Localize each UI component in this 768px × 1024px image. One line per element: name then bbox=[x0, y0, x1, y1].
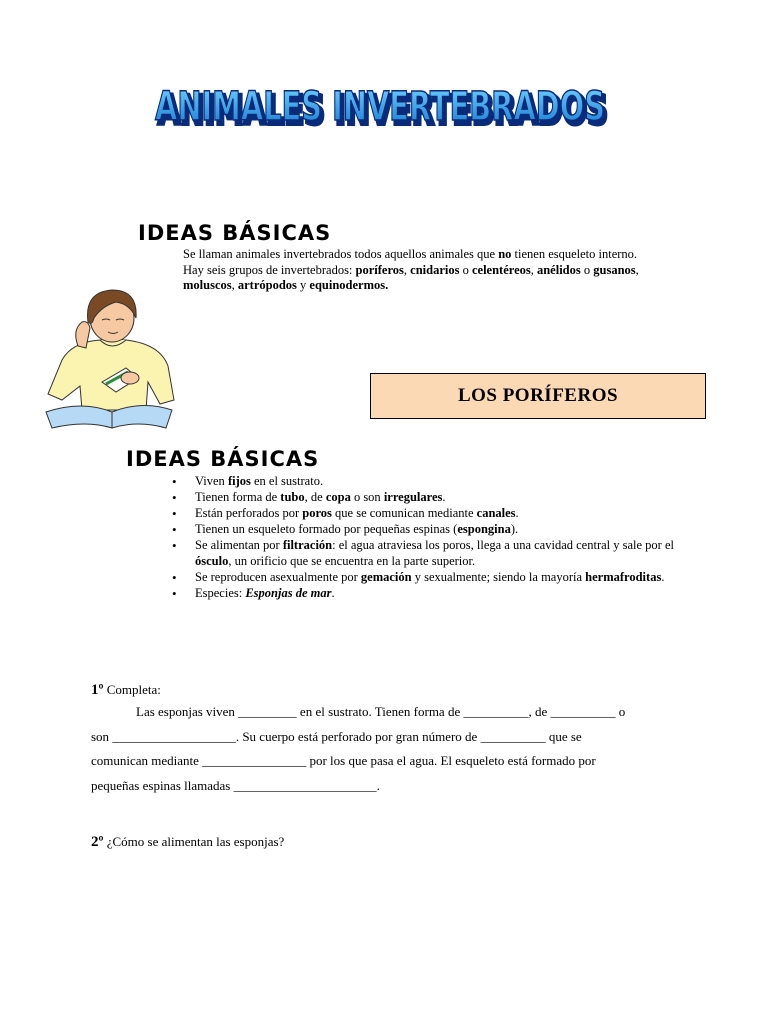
blank-5[interactable]: __________ bbox=[480, 728, 546, 744]
exercise-2-question: ¿Cómo se alimentan las esponjas? bbox=[103, 834, 285, 849]
exercise-1-label: Completa: bbox=[103, 682, 161, 697]
blank-6[interactable]: ________________ bbox=[202, 753, 307, 768]
page-title bbox=[150, 60, 610, 140]
blank-7[interactable]: ______________________ bbox=[233, 777, 377, 793]
section-heading-2: IDEAS BÁSICAS bbox=[126, 447, 320, 471]
list-item: • Viven fijos en el sustrato. bbox=[170, 474, 710, 490]
list-item: • Tienen forma de tubo, de copa o son irregulares. bbox=[170, 490, 710, 506]
exercise-1-header bbox=[91, 680, 711, 700]
list-item: • Especies: Esponjas de mar. bbox=[170, 586, 710, 602]
section-title-box bbox=[370, 373, 706, 419]
exercise-2-number: 2º bbox=[91, 834, 104, 850]
intro-line-1: Se llaman animales invertebrados todos aquellos animales que no tienen esqueleto interno. bbox=[183, 247, 638, 261]
intro-line-3: moluscos, artrópodos y equinodermos. bbox=[183, 278, 389, 292]
exercise-1 bbox=[91, 680, 711, 798]
blank-1[interactable]: _________ bbox=[238, 704, 297, 719]
intro-paragraph bbox=[183, 247, 713, 294]
list-item: • Se reproducen asexualmente por gemación y sexualmente; siendo la mayoría hermafroditas. bbox=[170, 570, 710, 586]
title-shadow: ANIMALES INVERTEBRADOS bbox=[158, 88, 608, 134]
student-reading-illustration bbox=[42, 282, 180, 430]
exercise-1-text: Las esponjas viven _________ en el sustrato. Tienen forma de __________, de __________ o son ___________________. Su cuerpo está perforado por gran número de __________ que se comunican mediante ________________ por los que pasa el agua. El esqueleto está formado por pequeñas espinas llamadas ______________________. bbox=[91, 704, 626, 793]
facts-list bbox=[170, 474, 710, 602]
intro-line-2: Hay seis grupos de invertebrados: poríferos, cnidarios o celentéreos, anélidos o gusanos, bbox=[183, 262, 639, 277]
blank-2[interactable]: __________ bbox=[463, 704, 529, 719]
list-item: • Están perforados por poros que se comunican mediante canales. bbox=[170, 506, 710, 522]
exercise-1-number: 1º bbox=[91, 682, 104, 698]
list-item: • Se alimentan por filtración: el agua atraviesa los poros, llega a una cavidad central y sale por el ósculo, un orificio que se encuentra en la parte superior. bbox=[170, 538, 710, 569]
exercise-2 bbox=[91, 834, 284, 851]
section-heading-1: IDEAS BÁSICAS bbox=[138, 221, 332, 245]
blank-3[interactable]: __________ bbox=[550, 704, 616, 719]
section-title-text: LOS PORÍFEROS bbox=[457, 385, 619, 406]
title-text: ANIMALES INVERTEBRADOS bbox=[155, 84, 605, 130]
blank-4[interactable]: ___________________ bbox=[112, 728, 236, 744]
list-item: • Tienen un esqueleto formado por pequeñas espinas (espongina). bbox=[170, 522, 710, 538]
